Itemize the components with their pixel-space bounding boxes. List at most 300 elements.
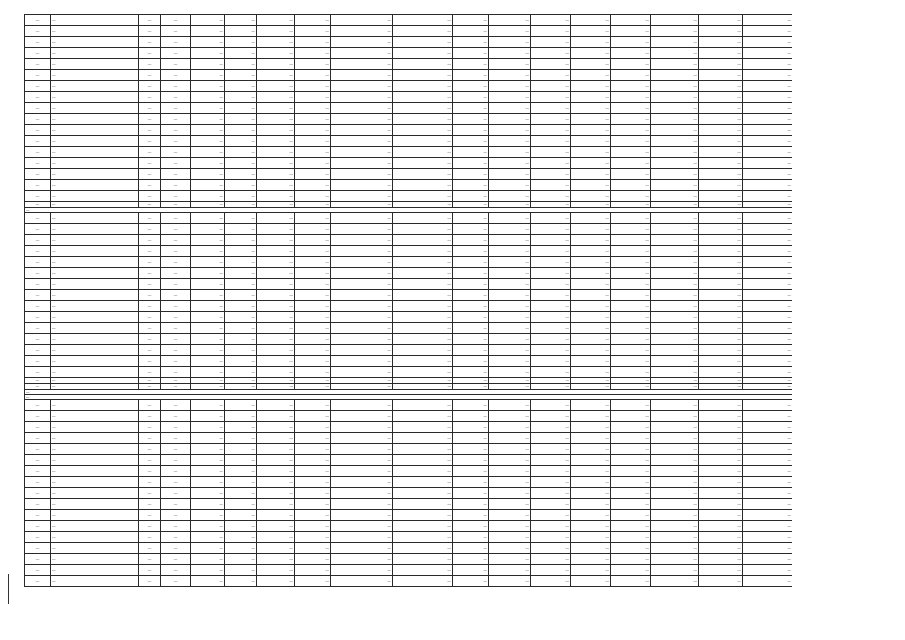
cell-address: —: [51, 235, 139, 246]
cell-col-k: —: [453, 312, 489, 323]
cell-address: —: [51, 312, 139, 323]
cell-cost-share: —: [393, 378, 453, 384]
cell-col-r: —: [743, 400, 793, 411]
cell-area-total: —: [257, 400, 295, 411]
cell-col-l: —: [489, 15, 531, 26]
cell-entrances: —: [225, 224, 257, 235]
table-row: [25, 477, 793, 488]
cell-col-o: —: [611, 180, 651, 191]
cell-col-r: —: [743, 257, 793, 268]
cell-cost-total: —: [331, 114, 393, 125]
cell-col-l: —: [489, 26, 531, 37]
cell-area-living: —: [295, 400, 331, 411]
cell-row-no: —: [25, 543, 51, 554]
cell-col-r: —: [743, 224, 793, 235]
cell-area-total: —: [257, 455, 295, 466]
cell-entrances: —: [225, 257, 257, 268]
cell-material: —: [161, 521, 191, 532]
cell-row-no: —: [25, 279, 51, 290]
cell-col-o: —: [611, 59, 651, 70]
cell-row-no: —: [25, 444, 51, 455]
cell-col-o: —: [611, 114, 651, 125]
cell-area-living: —: [295, 411, 331, 422]
cell-address: —: [51, 246, 139, 257]
cell-address: —: [51, 444, 139, 455]
cell-year: —: [139, 191, 161, 202]
table-row: [25, 103, 793, 114]
cell-area-living: —: [295, 103, 331, 114]
cell-col-o: —: [611, 378, 651, 384]
cell-col-q: —: [699, 213, 743, 224]
cell-col-r: —: [743, 576, 793, 587]
cell-cost-total: —: [331, 37, 393, 48]
cell-col-p: —: [651, 444, 699, 455]
cell-material: —: [161, 26, 191, 37]
cell-col-p: —: [651, 202, 699, 208]
cell-area-living: —: [295, 70, 331, 81]
cell-row-no: —: [25, 422, 51, 433]
cell-year: —: [139, 378, 161, 384]
cell-col-l: —: [489, 532, 531, 543]
cell-entrances: —: [225, 576, 257, 587]
cell-cost-total: —: [331, 92, 393, 103]
cell-col-p: —: [651, 59, 699, 70]
cell-cost-total: —: [331, 345, 393, 356]
cell-cost-share: —: [393, 81, 453, 92]
cell-floors: —: [191, 180, 225, 191]
cell-material: —: [161, 510, 191, 521]
cell-col-r: —: [743, 565, 793, 576]
cell-col-o: —: [611, 411, 651, 422]
cell-row-no: —: [25, 554, 51, 565]
cell-cost-total: —: [331, 323, 393, 334]
cell-col-p: —: [651, 246, 699, 257]
cell-col-m: —: [531, 235, 571, 246]
cell-address: —: [51, 136, 139, 147]
cell-floors: —: [191, 554, 225, 565]
cell-row-no: —: [25, 202, 51, 208]
cell-col-p: —: [651, 499, 699, 510]
cell-col-r: —: [743, 15, 793, 26]
cell-col-q: —: [699, 345, 743, 356]
cell-cost-share: —: [393, 125, 453, 136]
cell-col-n: —: [571, 103, 611, 114]
cell-material: —: [161, 323, 191, 334]
cell-col-n: —: [571, 400, 611, 411]
cell-col-q: —: [699, 400, 743, 411]
cell-area-total: —: [257, 323, 295, 334]
cell-area-living: —: [295, 114, 331, 125]
table-row: [25, 191, 793, 202]
cell-year: —: [139, 213, 161, 224]
cell-row-no: —: [25, 455, 51, 466]
cell-col-l: —: [489, 312, 531, 323]
cell-col-q: —: [699, 510, 743, 521]
cell-col-r: —: [743, 384, 793, 390]
cell-col-o: —: [611, 290, 651, 301]
table-row: [25, 312, 793, 323]
cell-entrances: —: [225, 268, 257, 279]
cell-area-total: —: [257, 257, 295, 268]
cell-col-o: —: [611, 81, 651, 92]
table-row: [25, 48, 793, 59]
cell-year: —: [139, 268, 161, 279]
cell-cost-total: —: [331, 48, 393, 59]
cell-cost-share: —: [393, 114, 453, 125]
table-row: [25, 224, 793, 235]
cell-col-m: —: [531, 356, 571, 367]
cell-col-o: —: [611, 48, 651, 59]
cell-address: —: [51, 290, 139, 301]
cell-col-m: —: [531, 125, 571, 136]
cell-area-total: —: [257, 37, 295, 48]
cell-col-q: —: [699, 532, 743, 543]
cell-area-living: —: [295, 180, 331, 191]
cell-entrances: —: [225, 521, 257, 532]
cell-col-n: —: [571, 213, 611, 224]
cell-floors: —: [191, 378, 225, 384]
cell-area-total: —: [257, 433, 295, 444]
cell-col-p: —: [651, 191, 699, 202]
cell-col-q: —: [699, 301, 743, 312]
cell-col-p: —: [651, 213, 699, 224]
cell-year: —: [139, 312, 161, 323]
cell-cost-total: —: [331, 279, 393, 290]
cell-row-no: —: [25, 433, 51, 444]
cell-address: —: [51, 477, 139, 488]
cell-cost-total: —: [331, 26, 393, 37]
cell-col-n: —: [571, 422, 611, 433]
cell-material: —: [161, 444, 191, 455]
cell-material: —: [161, 422, 191, 433]
cell-cost-total: —: [331, 565, 393, 576]
cell-row-no: —: [25, 147, 51, 158]
cell-address: —: [51, 257, 139, 268]
cell-col-q: —: [699, 125, 743, 136]
cell-col-r: —: [743, 147, 793, 158]
cell-cost-total: —: [331, 169, 393, 180]
cell-col-n: —: [571, 191, 611, 202]
cell-cost-total: —: [331, 554, 393, 565]
cell-material: —: [161, 37, 191, 48]
cell-col-n: —: [571, 15, 611, 26]
cell-area-living: —: [295, 312, 331, 323]
table-row: [25, 279, 793, 290]
cell-year: —: [139, 224, 161, 235]
cell-cost-share: —: [393, 543, 453, 554]
cell-col-n: —: [571, 202, 611, 208]
cell-col-r: —: [743, 554, 793, 565]
cell-col-k: —: [453, 565, 489, 576]
cell-col-p: —: [651, 312, 699, 323]
cell-address: —: [51, 532, 139, 543]
cell-area-living: —: [295, 48, 331, 59]
cell-entrances: —: [225, 565, 257, 576]
cell-col-p: —: [651, 411, 699, 422]
cell-col-k: —: [453, 15, 489, 26]
cell-entrances: —: [225, 466, 257, 477]
cell-cost-total: —: [331, 15, 393, 26]
cell-floors: —: [191, 235, 225, 246]
cell-row-no: —: [25, 268, 51, 279]
cell-year: —: [139, 26, 161, 37]
cell-cost-share: —: [393, 477, 453, 488]
cell-cost-share: —: [393, 202, 453, 208]
cell-cost-total: —: [331, 70, 393, 81]
cell-year: —: [139, 323, 161, 334]
cell-col-n: —: [571, 510, 611, 521]
cell-entrances: —: [225, 499, 257, 510]
cell-area-total: —: [257, 114, 295, 125]
table-row: [25, 466, 793, 477]
cell-col-n: —: [571, 114, 611, 125]
cell-material: —: [161, 576, 191, 587]
table-row: [25, 180, 793, 191]
cell-col-r: —: [743, 92, 793, 103]
cell-col-p: —: [651, 48, 699, 59]
cell-col-l: —: [489, 510, 531, 521]
cell-area-total: —: [257, 70, 295, 81]
cell-row-no: —: [25, 37, 51, 48]
margin-mark: [8, 574, 9, 604]
cell-col-k: —: [453, 433, 489, 444]
cell-cost-total: —: [331, 400, 393, 411]
cell-col-m: —: [531, 499, 571, 510]
cell-col-r: —: [743, 488, 793, 499]
cell-col-l: —: [489, 37, 531, 48]
cell-col-k: —: [453, 400, 489, 411]
cell-address: —: [51, 323, 139, 334]
cell-address: —: [51, 466, 139, 477]
cell-area-total: —: [257, 235, 295, 246]
cell-col-m: —: [531, 103, 571, 114]
cell-entrances: —: [225, 246, 257, 257]
cell-col-k: —: [453, 378, 489, 384]
table-row: [25, 400, 793, 411]
cell-col-m: —: [531, 367, 571, 378]
cell-material: —: [161, 235, 191, 246]
cell-area-living: —: [295, 367, 331, 378]
cell-area-total: —: [257, 125, 295, 136]
cell-cost-total: —: [331, 422, 393, 433]
cell-address: —: [51, 81, 139, 92]
cell-material: —: [161, 400, 191, 411]
cell-col-p: —: [651, 92, 699, 103]
cell-entrances: —: [225, 70, 257, 81]
cell-cost-share: —: [393, 15, 453, 26]
cell-col-m: —: [531, 268, 571, 279]
cell-col-o: —: [611, 499, 651, 510]
cell-col-o: —: [611, 268, 651, 279]
table-row: [25, 356, 793, 367]
cell-area-total: —: [257, 290, 295, 301]
cell-year: —: [139, 125, 161, 136]
cell-col-p: —: [651, 455, 699, 466]
cell-address: —: [51, 147, 139, 158]
cell-col-q: —: [699, 356, 743, 367]
cell-material: —: [161, 125, 191, 136]
cell-cost-share: —: [393, 268, 453, 279]
cell-col-p: —: [651, 477, 699, 488]
table-row: [25, 345, 793, 356]
cell-col-r: —: [743, 433, 793, 444]
cell-address: —: [51, 455, 139, 466]
cell-row-no: —: [25, 191, 51, 202]
cell-col-q: —: [699, 268, 743, 279]
cell-col-m: —: [531, 400, 571, 411]
cell-entrances: —: [225, 554, 257, 565]
cell-col-k: —: [453, 191, 489, 202]
cell-col-r: —: [743, 37, 793, 48]
cell-year: —: [139, 301, 161, 312]
cell-col-o: —: [611, 444, 651, 455]
cell-floors: —: [191, 323, 225, 334]
cell-col-p: —: [651, 521, 699, 532]
cell-entrances: —: [225, 323, 257, 334]
cell-col-r: —: [743, 521, 793, 532]
cell-row-no: —: [25, 15, 51, 26]
cell-col-n: —: [571, 433, 611, 444]
cell-col-n: —: [571, 26, 611, 37]
cell-year: —: [139, 455, 161, 466]
cell-cost-total: —: [331, 576, 393, 587]
cell-row-no: —: [25, 400, 51, 411]
cell-col-m: —: [531, 565, 571, 576]
cell-col-l: —: [489, 70, 531, 81]
cell-area-living: —: [295, 290, 331, 301]
cell-col-l: —: [489, 543, 531, 554]
cell-area-total: —: [257, 26, 295, 37]
cell-area-living: —: [295, 92, 331, 103]
cell-col-q: —: [699, 565, 743, 576]
cell-floors: —: [191, 301, 225, 312]
cell-col-p: —: [651, 169, 699, 180]
cell-col-r: —: [743, 26, 793, 37]
cell-floors: —: [191, 466, 225, 477]
cell-col-m: —: [531, 15, 571, 26]
cell-col-k: —: [453, 48, 489, 59]
cell-col-r: —: [743, 136, 793, 147]
cell-col-k: —: [453, 576, 489, 587]
cell-col-l: —: [489, 576, 531, 587]
cell-cost-total: —: [331, 224, 393, 235]
cell-cost-share: —: [393, 400, 453, 411]
cell-col-l: —: [489, 400, 531, 411]
table-row: [25, 26, 793, 37]
cell-col-p: —: [651, 400, 699, 411]
cell-col-o: —: [611, 312, 651, 323]
cell-col-p: —: [651, 37, 699, 48]
cell-floors: —: [191, 191, 225, 202]
cell-col-p: —: [651, 378, 699, 384]
cell-floors: —: [191, 488, 225, 499]
cell-address: —: [51, 279, 139, 290]
cell-address: —: [51, 378, 139, 384]
cell-cost-share: —: [393, 384, 453, 390]
cell-floors: —: [191, 81, 225, 92]
cell-year: —: [139, 290, 161, 301]
cell-col-k: —: [453, 422, 489, 433]
cell-row-no: —: [25, 103, 51, 114]
cell-floors: —: [191, 224, 225, 235]
cell-entrances: —: [225, 532, 257, 543]
cell-area-living: —: [295, 576, 331, 587]
cell-col-n: —: [571, 576, 611, 587]
cell-row-no: —: [25, 169, 51, 180]
cell-cost-share: —: [393, 510, 453, 521]
cell-entrances: —: [225, 279, 257, 290]
cell-address: —: [51, 169, 139, 180]
cell-area-total: —: [257, 312, 295, 323]
cell-area-living: —: [295, 565, 331, 576]
cell-year: —: [139, 246, 161, 257]
cell-col-n: —: [571, 279, 611, 290]
cell-col-o: —: [611, 169, 651, 180]
cell-cost-share: —: [393, 466, 453, 477]
cell-col-l: —: [489, 554, 531, 565]
cell-col-p: —: [651, 510, 699, 521]
cell-col-k: —: [453, 455, 489, 466]
cell-area-total: —: [257, 411, 295, 422]
cell-year: —: [139, 334, 161, 345]
cell-col-n: —: [571, 180, 611, 191]
cell-year: —: [139, 554, 161, 565]
cell-cost-total: —: [331, 202, 393, 208]
cell-row-no: —: [25, 48, 51, 59]
cell-col-q: —: [699, 158, 743, 169]
cell-cost-share: —: [393, 37, 453, 48]
cell-col-q: —: [699, 191, 743, 202]
cell-col-k: —: [453, 246, 489, 257]
cell-col-o: —: [611, 136, 651, 147]
cell-year: —: [139, 411, 161, 422]
cell-col-q: —: [699, 224, 743, 235]
cell-col-l: —: [489, 92, 531, 103]
cell-col-p: —: [651, 257, 699, 268]
cell-col-l: —: [489, 411, 531, 422]
cell-address: —: [51, 70, 139, 81]
cell-area-living: —: [295, 356, 331, 367]
cell-cost-share: —: [393, 70, 453, 81]
cell-col-q: —: [699, 202, 743, 208]
cell-col-m: —: [531, 92, 571, 103]
cell-col-l: —: [489, 455, 531, 466]
table-row: [25, 37, 793, 48]
cell-floors: —: [191, 136, 225, 147]
table-row: [25, 532, 793, 543]
cell-col-m: —: [531, 455, 571, 466]
cell-col-p: —: [651, 70, 699, 81]
cell-area-living: —: [295, 488, 331, 499]
cell-col-n: —: [571, 488, 611, 499]
cell-col-l: —: [489, 323, 531, 334]
cell-cost-share: —: [393, 301, 453, 312]
cell-year: —: [139, 235, 161, 246]
cell-year: —: [139, 521, 161, 532]
cell-col-l: —: [489, 444, 531, 455]
cell-cost-total: —: [331, 103, 393, 114]
cell-row-no: —: [25, 532, 51, 543]
cell-year: —: [139, 180, 161, 191]
cell-cost-share: —: [393, 532, 453, 543]
cell-col-l: —: [489, 268, 531, 279]
table-row: [25, 323, 793, 334]
cell-col-o: —: [611, 334, 651, 345]
cell-area-total: —: [257, 213, 295, 224]
cell-col-r: —: [743, 235, 793, 246]
cell-cost-total: —: [331, 521, 393, 532]
cell-area-total: —: [257, 378, 295, 384]
